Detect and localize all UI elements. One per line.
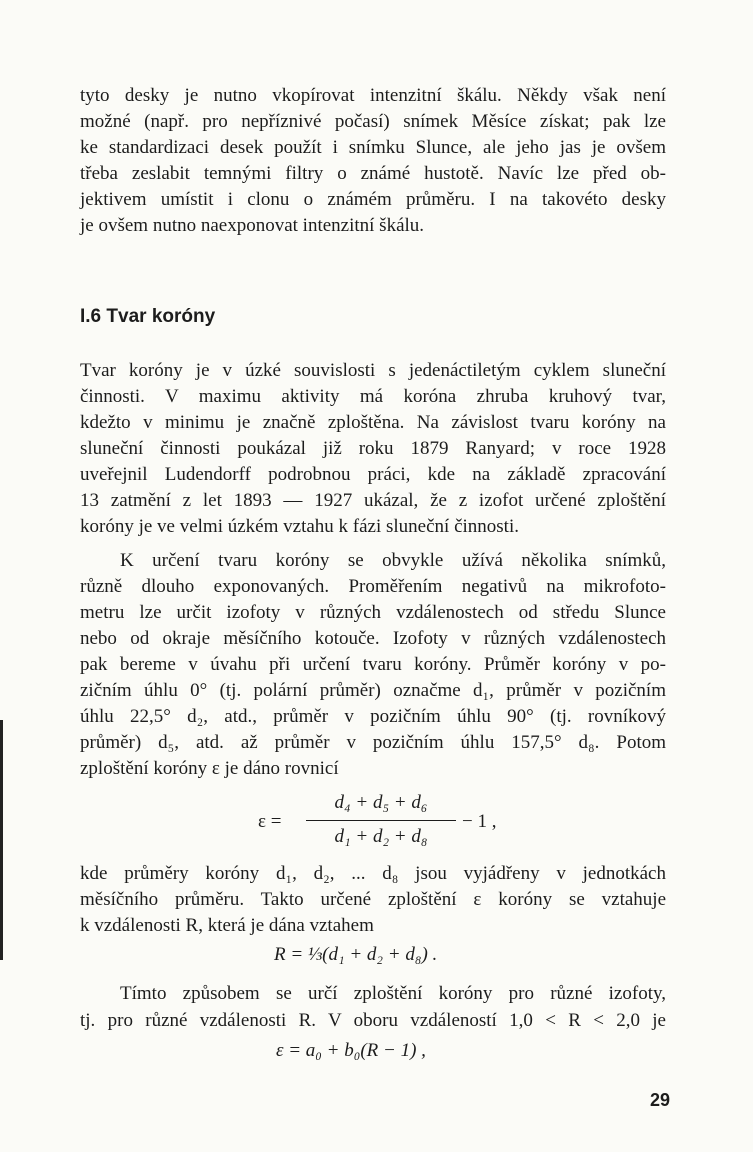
page-number: 29 bbox=[650, 1090, 671, 1110]
text-line: různě dlouho exponovaných. Proměřením negativů na mikrofoto- bbox=[80, 576, 666, 597]
text-line: K určení tvaru koróny se obvykle užívá několika snímků, bbox=[120, 550, 666, 571]
text-line: třeba zeslabit temnými filtry o známé hustotě. Navíc lze před ob- bbox=[80, 163, 666, 184]
text-line: možné (např. pro nepříznivé počasí) snímek Měsíce získat; pak lze bbox=[80, 111, 666, 132]
fraction-denominator: d₁ + d₂ + d₈ bbox=[334, 826, 428, 847]
text-line: metru lze určit izofoty v různých vzdálenostech od středu Slunce bbox=[80, 602, 666, 623]
text-line: jektivem umístit i clonu o známém průměru. I na takovéto desky bbox=[80, 189, 666, 210]
text-line: Tvar koróny je v úzké souvislosti s jedenáctiletým cyklem sluneční bbox=[80, 360, 666, 381]
text-line: úhlu 22,5° d₂, atd., průměr v pozičním úhlu 90° (tj. rovníkový bbox=[80, 706, 666, 727]
text-line: činnosti. V maximu aktivity má koróna zhruba kruhový tvar, bbox=[80, 386, 666, 407]
text-line: tyto desky je nutno vkopírovat intenzitní škálu. Někdy však není bbox=[80, 85, 666, 106]
text-line: nebo od okraje měsíčního kotouče. Izofoty v různých vzdálenostech bbox=[80, 628, 666, 649]
text-line: 13 zatmění z let 1893 — 1927 ukázal, že z izofot určené zploštění bbox=[80, 490, 666, 511]
fraction-numerator: d₄ + d₅ + d₆ bbox=[334, 792, 428, 813]
text-line: sluneční činnosti poukázal již roku 1879 Ranyard; v roce 1928 bbox=[80, 438, 666, 459]
text-line: je ovšem nutno naexponovat intenzitní škálu. bbox=[80, 215, 425, 236]
equation-rhs: − 1 , bbox=[462, 811, 497, 832]
text-line: zploštění koróny ε je dáno rovnicí bbox=[80, 758, 339, 779]
section-title: I.6 Tvar koróny bbox=[80, 306, 216, 327]
text-line: průměr) d₅, atd. až průměr v pozičním úhlu 157,5° d₈. Potom bbox=[80, 732, 666, 753]
text-line: kde průměry koróny d₁, d₂, ... d₈ jsou vyjádřeny v jednotkách bbox=[80, 863, 666, 884]
text-line: koróny je ve velmi úzkém vztahu k fázi sluneční činnosti. bbox=[80, 516, 519, 537]
scan-edge bbox=[0, 720, 3, 960]
text-line: pak bereme v úvahu při určení tvaru koróny. Průměr koróny v po- bbox=[80, 654, 666, 675]
text-line: zičním úhlu 0° (tj. polární průměr) označme d₁, průměr v pozičním bbox=[80, 680, 666, 701]
equation-distance: R = ⅓(d₁ + d₂ + d₈) . bbox=[274, 944, 438, 965]
text-line: uveřejnil Ludendorff podrobnou práci, kde na základě zpracování bbox=[80, 464, 666, 485]
text-line: Tímto způsobem se určí zploštění koróny pro různé izofoty, bbox=[120, 983, 666, 1004]
text-line: k vzdálenosti R, která je dána vztahem bbox=[80, 915, 374, 936]
equation-linear: ε = a₀ + b₀(R − 1) , bbox=[276, 1040, 426, 1061]
fraction-bar bbox=[306, 820, 456, 821]
text-line: ke standardizaci desek použít i snímku Slunce, ale jeho jas je ovšem bbox=[80, 137, 666, 158]
equation-lhs: ε = bbox=[258, 811, 282, 832]
text-line: tj. pro různé vzdálenosti R. V oboru vzdáleností 1,0 < R < 2,0 je bbox=[80, 1010, 666, 1031]
text-line: měsíčního průměru. Takto určené zploštění ε koróny se vztahuje bbox=[80, 889, 666, 910]
text-line: kdežto v minimu je značně zploštěna. Na závislost tvaru koróny na bbox=[80, 412, 666, 433]
